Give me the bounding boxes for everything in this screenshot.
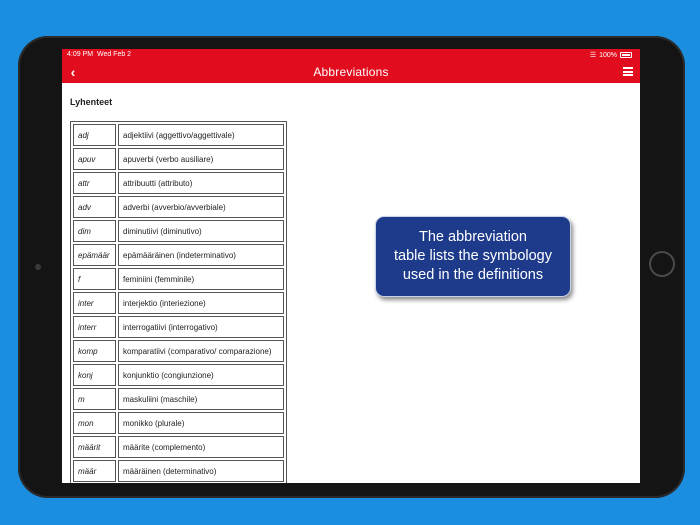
- status-right: [590, 51, 632, 59]
- abbreviation-cell: konj: [73, 364, 116, 386]
- meaning-cell: interjektio (interiezione): [118, 292, 284, 314]
- home-button[interactable]: [649, 251, 675, 277]
- battery-percent: 100%: [599, 51, 617, 59]
- abbreviation-cell: f: [73, 268, 116, 290]
- abbreviation-cell: mon: [73, 412, 116, 434]
- section-heading: Lyhenteet: [70, 97, 113, 107]
- meaning-cell: apuverbi (verbo ausiliare): [118, 148, 284, 170]
- abbreviation-cell: interr: [73, 316, 116, 338]
- table-row: [73, 292, 284, 314]
- meaning-cell: feminiini (femminile): [118, 268, 284, 290]
- meaning-cell: adverbi (avverbio/avverbiale): [118, 196, 284, 218]
- meaning-cell: adjektiivi (aggettivo/aggettivale): [118, 124, 284, 146]
- meaning-cell: attribuutti (attributo): [118, 172, 284, 194]
- status-time: 4:09 PM Wed Feb 2: [67, 51, 132, 58]
- meaning-cell: määrite (complemento): [118, 436, 284, 458]
- callout-line: used in the definitions: [402, 267, 544, 283]
- abbreviation-cell: komp: [73, 340, 116, 362]
- abbreviation-cell: m: [73, 388, 116, 410]
- callout-line: The abbreviation: [418, 229, 527, 245]
- meaning-cell: komparatiivi (comparativo/ comparazione): [118, 340, 284, 362]
- page-title: Abbreviations: [313, 65, 389, 79]
- abbreviation-cell: adv: [73, 196, 116, 218]
- table-row: [73, 388, 284, 410]
- abbreviation-cell: apuv: [73, 148, 116, 170]
- table-row: [73, 364, 284, 386]
- meaning-cell: konjunktio (congiunzione): [118, 364, 284, 386]
- abbreviation-cell: attr: [73, 172, 116, 194]
- camera-dot: [35, 264, 41, 270]
- table-row: [73, 172, 284, 194]
- table-row: [73, 268, 284, 290]
- callout-line: table lists the symbology: [394, 248, 552, 264]
- table-row: [73, 220, 284, 242]
- app-screen: [62, 49, 640, 483]
- table-row: [73, 340, 284, 362]
- wifi-icon: ☰: [589, 52, 597, 59]
- table-row: [73, 436, 284, 458]
- table-row: [73, 196, 284, 218]
- abbreviation-cell: dim: [73, 220, 116, 242]
- abbreviation-cell: adj: [73, 124, 116, 146]
- meaning-cell: epämääräinen (indeterminativo): [118, 244, 284, 266]
- abbreviation-cell: epämäär: [73, 244, 116, 266]
- meaning-cell: määräinen (determinativo): [118, 460, 284, 482]
- status-bar: [62, 49, 640, 61]
- table-row: [73, 412, 284, 434]
- meaning-cell: diminutiivi (diminutivo): [118, 220, 284, 242]
- info-callout: [375, 216, 571, 297]
- table-row: [73, 316, 284, 338]
- meaning-cell: monikko (plurale): [118, 412, 284, 434]
- nav-bar: [62, 61, 640, 83]
- table-row: [73, 460, 284, 482]
- abbreviation-cell: inter: [73, 292, 116, 314]
- meaning-cell: maskuliini (maschile): [118, 388, 284, 410]
- hamburger-menu-icon[interactable]: [623, 67, 633, 76]
- abbreviation-table: [70, 121, 287, 483]
- chevron-left-icon[interactable]: ‹: [70, 64, 76, 80]
- abbreviation-cell: määr: [73, 460, 116, 482]
- table-row: [73, 148, 284, 170]
- battery-icon: [620, 52, 632, 58]
- table-row: [73, 124, 284, 146]
- table-row: [73, 244, 284, 266]
- abbreviation-cell: määrit: [73, 436, 116, 458]
- meaning-cell: interrogatiivi (interrogativo): [118, 316, 284, 338]
